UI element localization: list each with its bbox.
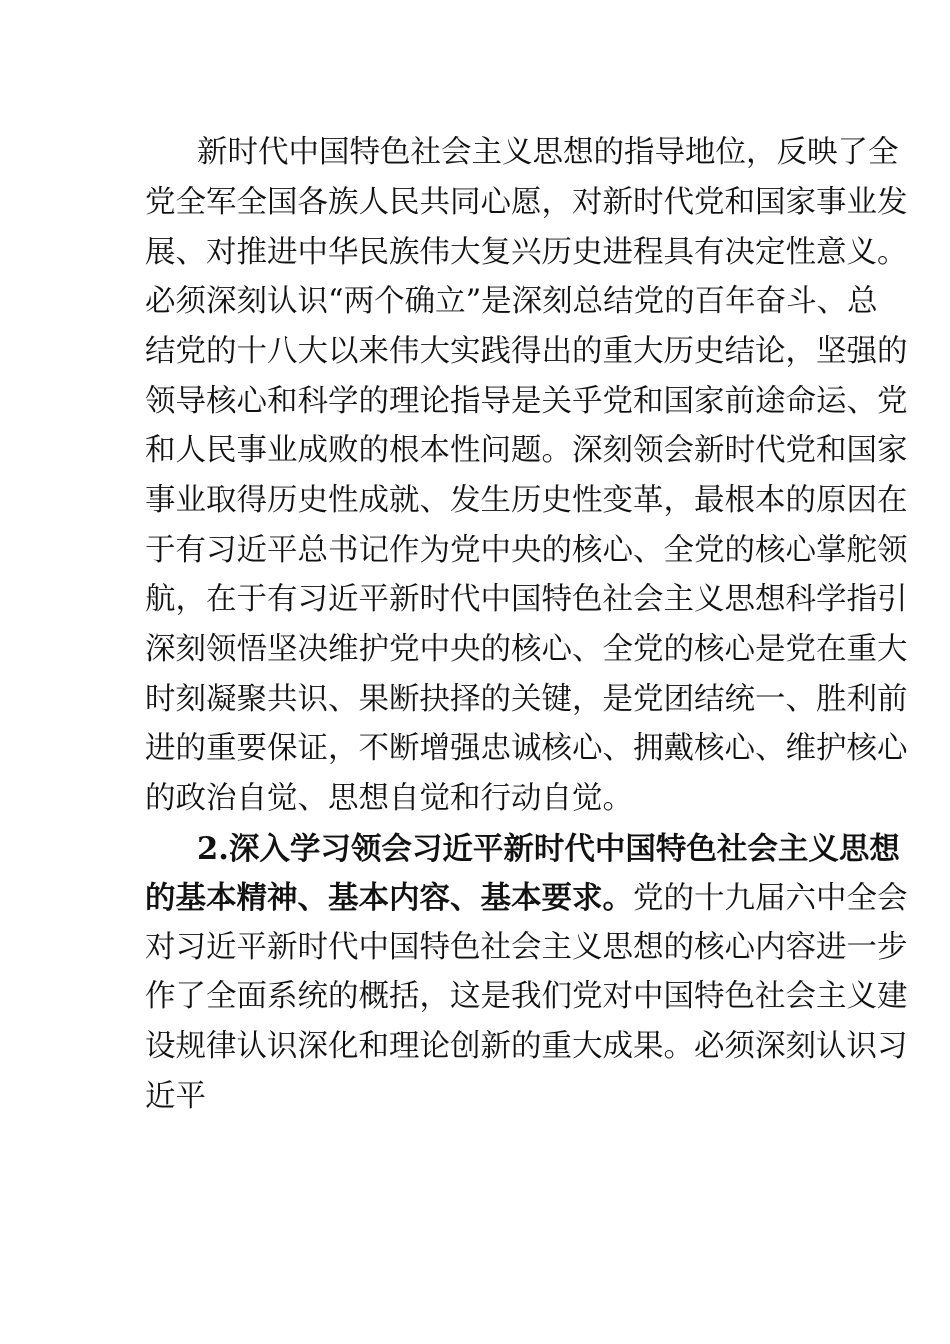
- paragraph-line-mixed: [145, 876, 908, 920]
- section-heading-continuation: 的基本精神、基本内容、基本要求。: [145, 880, 633, 916]
- paragraph-line: 领导核心和科学的理论指导是关乎党和国家前途命运、党: [145, 384, 908, 419]
- paragraph-line: 设规律认识深化和理论创新的重大成果。必须深刻认识习: [145, 1029, 908, 1064]
- paragraph-line: 近平: [145, 1079, 206, 1114]
- paragraph-line: 进的重要保证，不断增强忠诚核心、拥戴核心、维护核心: [145, 731, 908, 766]
- paragraph-line: 结党的十八大以来伟大实践得出的重大历史结论，坚强的: [145, 334, 908, 369]
- paragraph-line: 必须深刻认识“两个确立”是深刻总结党的百年奋斗、总: [145, 284, 878, 319]
- paragraph-line: 的政治自觉、思想自觉和行动自觉。: [145, 781, 633, 816]
- paragraph-line: 时刻凝聚共识、果断抉择的关键，是党团结统一、胜利前: [145, 682, 908, 717]
- paragraph-text: 党的十九届六中全会: [633, 881, 908, 916]
- paragraph-line: 航，在于有习近平新时代中国特色社会主义思想科学指引: [145, 582, 908, 617]
- paragraph-line: 对习近平新时代中国特色社会主义思想的核心内容进一步: [145, 930, 908, 965]
- paragraph-line: 和人民事业成败的根本性问题。深刻领会新时代党和国家: [145, 433, 908, 468]
- paragraph-line: 新时代中国特色社会主义思想的指导地位，反映了全: [197, 135, 899, 170]
- paragraph-line: 展、对推进中华民族伟大复兴历史进程具有决定性意义。: [145, 235, 908, 270]
- paragraph-line: 事业取得历史性成就、发生历史性变革，最根本的原因在: [145, 483, 908, 518]
- paragraph-line: 于有习近平总书记作为党中央的核心、全党的核心掌舵领: [145, 533, 908, 568]
- paragraph-line: 作了全面系统的概括，这是我们党对中国特色社会主义建: [145, 979, 908, 1014]
- section-heading-line: 2.深入学习领会习近平新时代中国特色社会主义思想: [197, 831, 900, 867]
- paragraph-line: 党全军全国各族人民共同心愿，对新时代党和国家事业发: [145, 185, 908, 220]
- paragraph-line: 深刻领悟坚决维护党中央的核心、全党的核心是党在重大: [145, 632, 908, 667]
